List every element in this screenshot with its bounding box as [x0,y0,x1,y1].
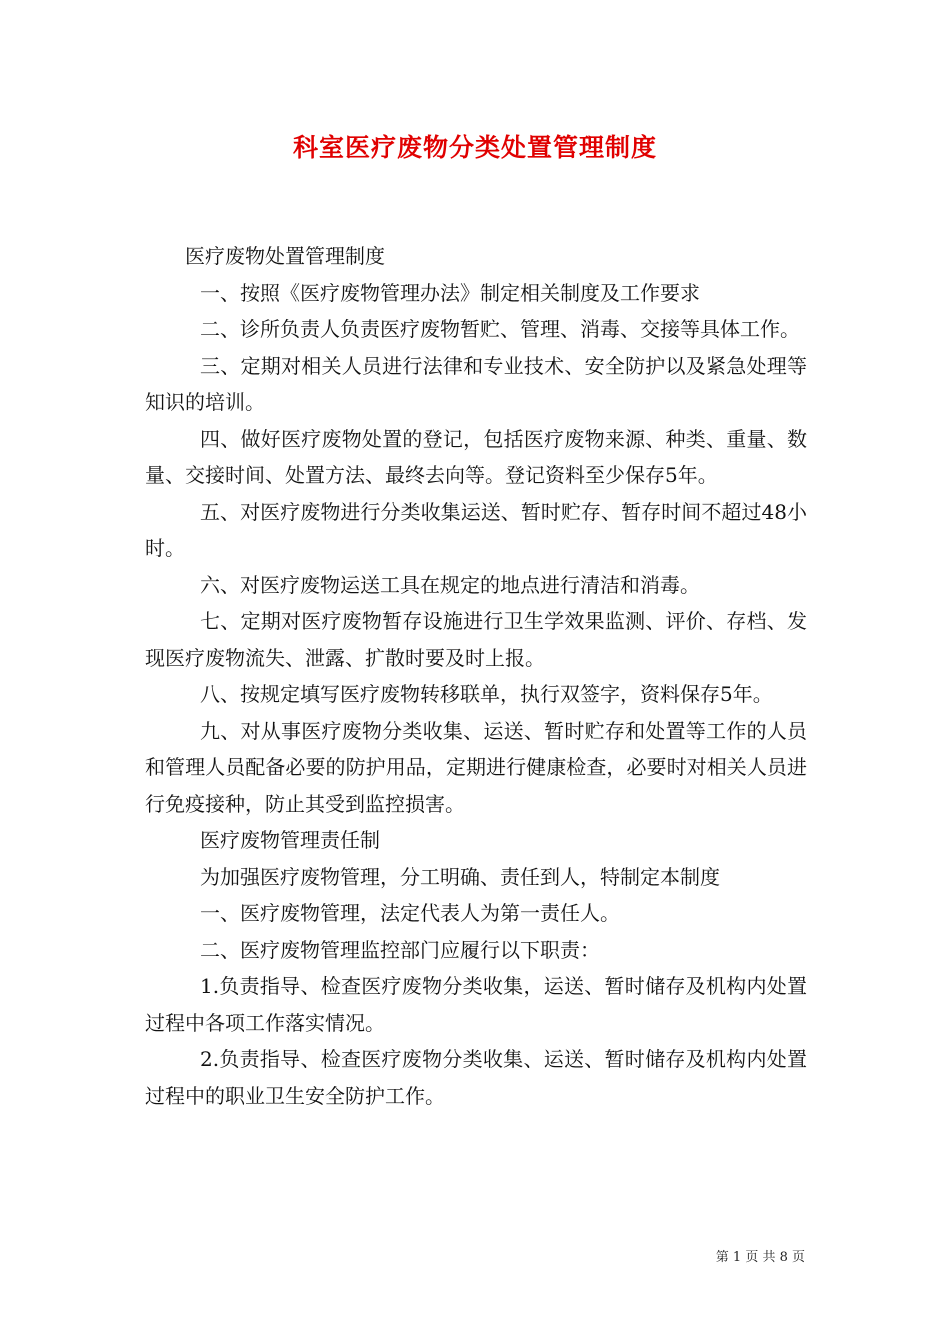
paragraph: 九、对从事医疗废物分类收集、运送、暂时贮存和处置等工作的人员和管理人员配备必要的防护用品，定期进行健康检查，必要时对相关人员进行免疫接种，防止其受到监控损害。 [145,718,807,816]
paragraph: 1.负责指导、检查医疗废物分类收集，运送、暂时储存及机构内处置过程中各项工作落实情况。 [145,974,807,1035]
page-title: 科室医疗废物分类处置管理制度 [292,133,657,162]
paragraph: 八、按规定填写医疗废物转移联单，执行双签字，资料保存5年。 [200,682,773,706]
document-body [145,238,807,1114]
paragraph: 三、定期对相关人员进行法律和专业技术、安全防护以及紧急处理等知识的培训。 [145,353,807,414]
paragraph: 五、对医疗废物进行分类收集运送、暂时贮存、暂存时间不超过48小时。 [145,499,807,560]
paragraph: 医疗废物处置管理制度 [185,244,385,268]
paragraph: 2.负责指导、检查医疗废物分类收集、运送、暂时储存及机构内处置过程中的职业卫生安全防护工作。 [145,1047,807,1108]
paragraph: 为加强医疗废物管理，分工明确、责任到人，特制定本制度 [200,864,720,889]
page-number-footer: 第 1 页 共 8 页 [715,1250,805,1265]
paragraph: 二、诊所负责人负责医疗废物暂贮、管理、消毒、交接等具体工作。 [200,317,800,341]
paragraph: 一、按照《医疗废物管理办法》制定相关制度及工作要求 [200,280,700,305]
paragraph: 六、对医疗废物运送工具在规定的地点进行清洁和消毒。 [200,572,700,597]
paragraph: 二、医疗废物管理监控部门应履行以下职责： [200,937,600,962]
paragraph: 一、医疗废物管理，法定代表人为第一责任人。 [200,901,620,925]
paragraph: 医疗废物管理责任制 [200,828,380,852]
paragraph: 四、做好医疗废物处置的登记，包括医疗废物来源、种类、重量、数量、交接时间、处置方法、最终去向等。登记资料至少保存5年。 [145,426,807,487]
paragraph: 七、定期对医疗废物暂存设施进行卫生学效果监测、评价、存档、发现医疗废物流失、泄露、扩散时要及时上报。 [145,609,807,670]
